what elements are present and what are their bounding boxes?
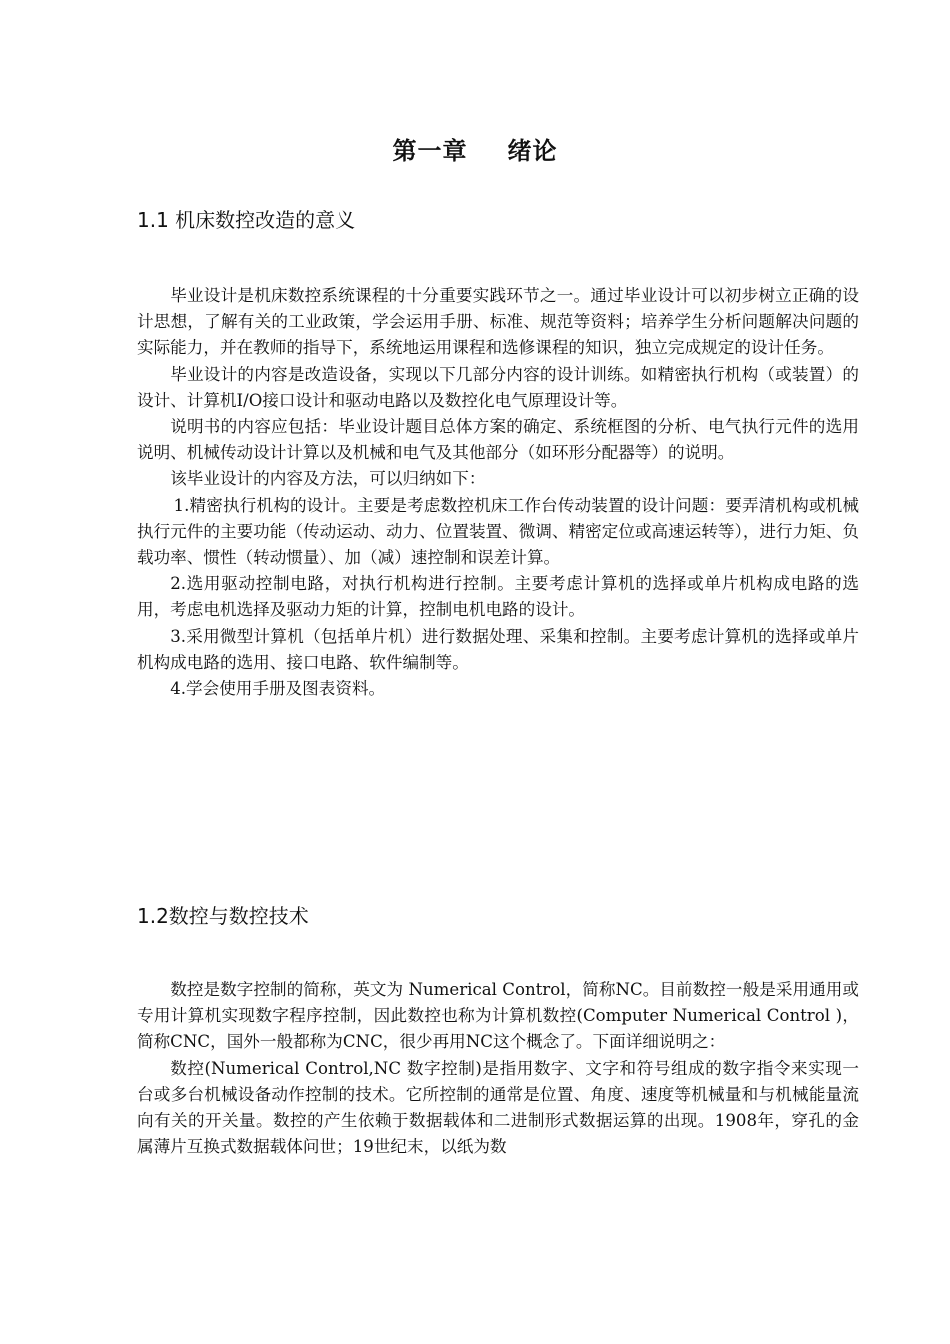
section-1-1-body	[137, 283, 859, 702]
paragraph: 数控是数字控制的简称，英文为 Numerical Control，简称NC。目前数控一般是采用通用或专用计算机实现数字程序控制，因此数控也称为计算机数控(Computer Numerical Control )，简称CNC，国外一般都称为CNC，很少再用NC这个概念了。下面详细说明之：	[137, 980, 859, 1052]
chapter-title-text: 绪论	[507, 137, 558, 165]
chapter-title	[0, 134, 950, 168]
list-item: 2.选用驱动控制电路，对执行机构进行控制。主要考虑计算机的选择或单片机构成电路的选用，考虑电机选择及驱动力矩的计算，控制电机电路的设计。	[137, 574, 859, 620]
paragraph: 该毕业设计的内容及方法，可以归纳如下：	[170, 469, 486, 489]
chapter-number-label: 第一章	[392, 137, 468, 165]
paragraph: 数控(Numerical Control,NC 数字控制)是指用数字、文字和符号组成的数字指令来实现一台或多台机械设备动作控制的技术。它所控制的通常是位置、角度、速度等机械量和与机械能量流向有关的开关量。数控的产生依赖于数据载体和二进制形式数据运算的出现。1908年，穿孔的金属薄片互换式数据载体问世；19世纪末，以纸为数	[137, 1058, 859, 1157]
list-item: 4.学会使用手册及图表资料。	[170, 679, 386, 699]
section-heading-1-1: 1.1 机床数控改造的意义	[137, 208, 356, 232]
section-1-2-body	[137, 977, 859, 1160]
list-item: 3.采用微型计算机（包括单片机）进行数据处理、采集和控制。主要考虑计算机的选择或单片机构成电路的选用、接口电路、软件编制等。	[137, 626, 859, 672]
paragraph: 说明书的内容应包括：毕业设计题目总体方案的确定、系统框图的分析、电气执行元件的选用说明、机械传动设计计算以及机械和电气及其他部分（如环形分配器等）的说明。	[137, 417, 859, 463]
paragraph: 毕业设计是机床数控系统课程的十分重要实践环节之一。通过毕业设计可以初步树立正确的设计思想，了解有关的工业政策，学会运用手册、标准、规范等资料；培养学生分析问题解决问题的实际能力，并在教师的指导下，系统地运用课程和选修课程的知识，独立完成规定的设计任务。	[137, 286, 859, 358]
section-heading-1-2: 1.2数控与数控技术	[137, 904, 309, 928]
paragraph: 毕业设计的内容是改造设备，实现以下几部分内容的设计训练。如精密执行机构（或装置）的设计、计算机I/O接口设计和驱动电路以及数控化电气原理设计等。	[137, 364, 859, 410]
list-item: 1.精密执行机构的设计。主要是考虑数控机床工作台传动装置的设计问题：要弄清机构或机械执行元件的主要功能（传动运动、动力、位置装置、微调、精密定位或高速运转等），进行力矩、负载功率、惯性（转动惯量）、加（减）速控制和误差计算。	[137, 495, 859, 568]
